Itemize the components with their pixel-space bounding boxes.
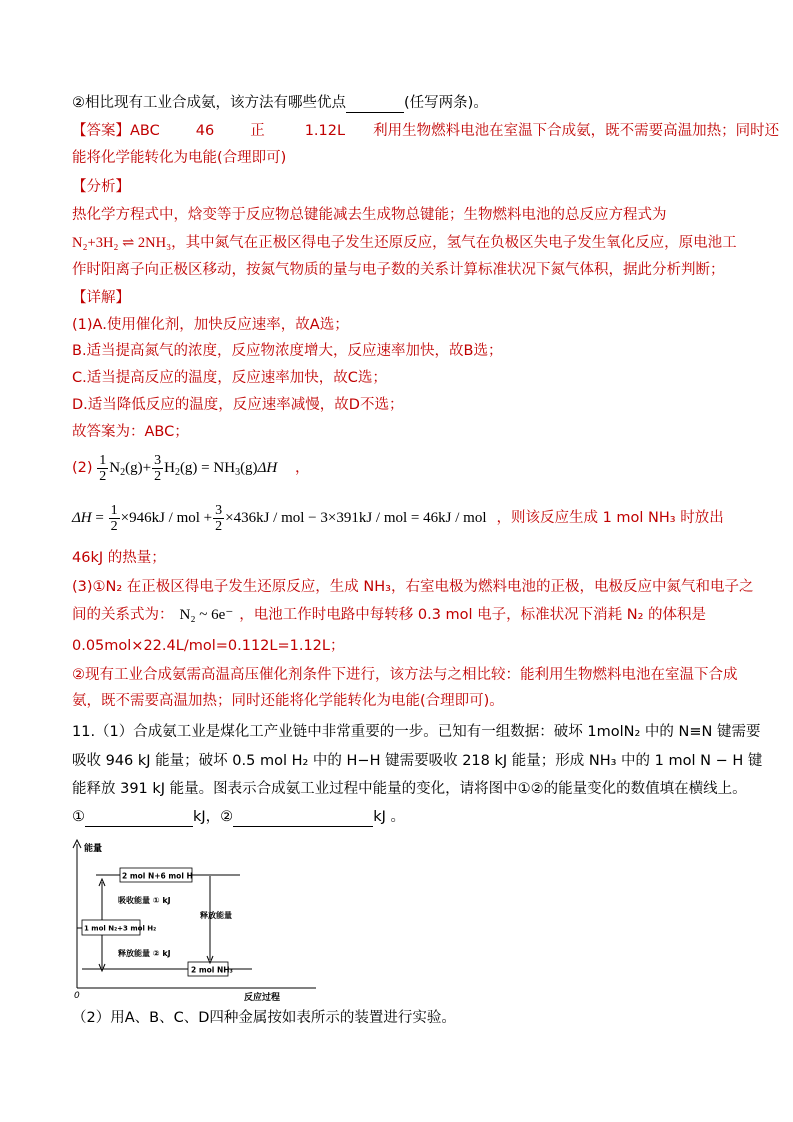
absorb-label: 吸收能量 ① kJ — [118, 896, 171, 905]
analysis-line-3: 作时阳离子向正极区移动，按氮气物质的量与电子数的关系计算标准状况下氮气体积，据此分析判断； — [72, 262, 725, 278]
detail-a: (1)A.使用催化剂，加快反应速率，故A选； — [72, 317, 349, 333]
heat-released: 46kJ 的热量； — [72, 550, 166, 566]
energy-diagram — [60, 838, 320, 1004]
detail-3-line-2: 间的关系式为： N₂ ~ 6e⁻ ，电池工作时电路中每转移 0.3 mol 电子，标准状况下消耗 N₂ 的体积是 — [72, 607, 707, 623]
detail-b: B.适当提高氮气的浓度，反应物浓度增大，反应速率加快，故B选； — [72, 343, 503, 359]
q11-line-1: 11.（1）合成氨工业是煤化工产业链中非常重要的一步。已知有一组数据：破坏 1molN₂ 中的 N≡N 键需要 — [72, 724, 761, 740]
analysis-line-1: 热化学方程式中，焓变等于反应物总键能减去生成物总键能；生物燃料电池的总反应方程式为 — [72, 207, 667, 223]
release-label: 释放能量 — [200, 911, 232, 920]
bottom-level-label: 2 mol NH₃ — [191, 965, 233, 975]
q11-line-3: 能释放 391 kJ 能量。图表示合成氨工业过程中能量的变化，请将图中①②的能量变化的数值填在横线上。 — [72, 781, 747, 797]
blank-1[interactable] — [85, 826, 193, 827]
detail-4-line-1: ②现有工业合成氨需高温高压催化剂条件下进行，该方法与之相比较：能利用生物燃料电池在室温下合成 — [72, 667, 738, 683]
middle-level-label: 1 mol N₂+3 mol H₂ — [84, 924, 157, 933]
x-axis-label: 反应过程 — [244, 993, 281, 1003]
question-2-prompt: ②相比现有工业合成氨，该方法有哪些优点 (任写两条)。 — [72, 95, 488, 111]
y-axis-label: 能量 — [84, 844, 103, 854]
answer-label: 【答案】 — [72, 123, 130, 139]
release-2-label: 释放能量 ② kJ — [118, 949, 171, 958]
origin-label: 0 — [74, 991, 80, 1001]
q11-blanks: ① kJ，② kJ 。 — [72, 809, 405, 825]
detail-label: 【详解】 — [72, 290, 130, 306]
detail-3-line-3: 0.05mol×22.4L/mol=0.112L=1.12L； — [72, 638, 345, 654]
detail-4-line-2: 氨，既不需要高温加热；同时还能将化学能转化为电能(合理即可)。 — [72, 693, 504, 709]
analysis-line-2: N₂+3H₂ ⇌ 2NH₃，其中氮气在正极区得电子发生还原反应，氢气在负极区失电子发生氧化反应，原电池工 — [72, 235, 737, 251]
analysis-label: 【分析】 — [72, 179, 130, 195]
thermo-equation: (2) $\frac{1}{2}$ $N_2(g)+$ $\frac{3}{2}$ $H_2(g) = NH_3(g)\Delta H$ ， — [72, 453, 310, 485]
top-level-label: 2 mol N+6 mol H — [122, 871, 193, 881]
detail-d: D.适当降低反应的温度，反应速率减慢，故D不选； — [72, 397, 404, 413]
q11-line-2: 吸收 946 kJ 能量；破坏 0.5 mol H₂ 中的 H−H 键需要吸收 218 kJ 能量；形成 NH₃ 中的 1 mol N − H 键 — [72, 753, 763, 769]
blank-2[interactable] — [233, 826, 373, 827]
detail-answer: 故答案为：ABC； — [72, 424, 189, 440]
answer-blank — [346, 112, 404, 113]
reaction-equation: N₂+3H₂ ⇌ 2NH₃ — [72, 235, 172, 251]
detail-3-line-1: (3)①N₂ 在正极区得电子发生还原反应，生成 NH₃，右室电极为燃料电池的正极，电极反应中氮气和电子之 — [72, 579, 754, 595]
answer-line: 【答案】ABC 46 正 1.12L 利用生物燃料电池在室温下合成氨，既不需要高温加热；同时还 — [72, 123, 780, 139]
answer-line-2: 能将化学能转化为电能(合理即可) — [72, 150, 287, 166]
q11-part-2: （2）用A、B、C、D四种金属按如表所示的装置进行实验。 — [72, 1010, 456, 1026]
detail-c: C.适当提高反应的温度，反应速率加快，故C选； — [72, 370, 387, 386]
enthalpy-calculation: ΔH = $\frac{1}{2}$ ×946kJ / mol + $\frac{3}{2}$ ×436kJ / mol − 3×391kJ / mol = 46kJ / mol ，则该反应生成 1 mol NH₃ 时放出 — [72, 503, 724, 535]
